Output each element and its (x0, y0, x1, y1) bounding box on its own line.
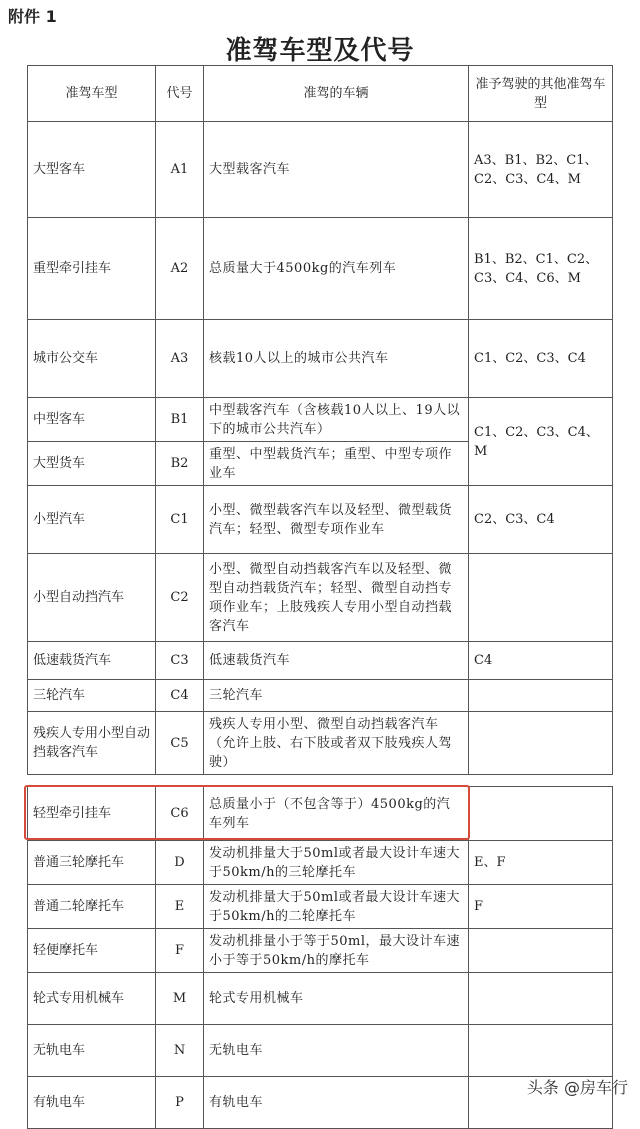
cell-other: E、F (469, 841, 613, 885)
header-code: 代号 (156, 66, 204, 122)
cell-other: A3、B1、B2、C1、C2、C3、C4、M (469, 122, 613, 218)
table-header-row (28, 66, 613, 122)
table-row (28, 841, 613, 885)
table-row (28, 398, 613, 442)
cell-type: 中型客车 (28, 398, 156, 442)
cell-code: B2 (156, 442, 204, 486)
page-title: 准驾车型及代号 (225, 36, 415, 66)
license-class-table (27, 65, 613, 1129)
cell-code: C4 (156, 680, 204, 712)
cell-code: B1 (156, 398, 204, 442)
cell-type: 大型货车 (28, 442, 156, 486)
cell-other (469, 1025, 613, 1077)
cell-code: M (156, 973, 204, 1025)
cell-type: 三轮汽车 (28, 680, 156, 712)
cell-code: A1 (156, 122, 204, 218)
cell-vehicles: 小型、微型自动挡载客汽车以及轻型、微型自动挡载货汽车；轻型、微型自动挡专项作业车；上肢残疾人专用小型自动挡载客汽车 (204, 554, 469, 642)
cell-code: P (156, 1077, 204, 1129)
cell-type: 无轨电车 (28, 1025, 156, 1077)
cell-code: A3 (156, 320, 204, 398)
cell-code: C6 (156, 787, 204, 841)
cell-vehicles: 无轨电车 (204, 1025, 469, 1077)
cell-other (469, 973, 613, 1025)
cell-other (469, 680, 613, 712)
header-other: 准予驾驶的其他准驾车型 (469, 66, 613, 122)
cell-type: 小型汽车 (28, 486, 156, 554)
cell-other (469, 712, 613, 775)
cell-code: D (156, 841, 204, 885)
cell-type: 城市公交车 (28, 320, 156, 398)
cell-type: 重型牵引挂车 (28, 218, 156, 320)
cell-code: E (156, 885, 204, 929)
cell-other (469, 787, 613, 841)
cell-type: 普通二轮摩托车 (28, 885, 156, 929)
cell-type: 有轨电车 (28, 1077, 156, 1129)
header-vehicles: 准驾的车辆 (204, 66, 469, 122)
cell-code: A2 (156, 218, 204, 320)
table-row (28, 712, 613, 775)
cell-vehicles: 三轮汽车 (204, 680, 469, 712)
table-row (28, 885, 613, 929)
cell-vehicles: 总质量小于（不包含等于）4500kg的汽车列车 (204, 787, 469, 841)
highlight-box (24, 785, 470, 840)
cell-vehicles: 残疾人专用小型、微型自动挡载客汽车（允许上肢、右下肢或者双下肢残疾人驾驶） (204, 712, 469, 775)
cell-vehicles: 发动机排量大于50ml或者最大设计车速大于50km/h的三轮摩托车 (204, 841, 469, 885)
table-row (28, 218, 613, 320)
cell-type: 轮式专用机械车 (28, 973, 156, 1025)
header-type: 准驾车型 (28, 66, 156, 122)
cell-vehicles: 核载10人以上的城市公共汽车 (204, 320, 469, 398)
cell-code: C5 (156, 712, 204, 775)
cell-other: C4 (469, 642, 613, 680)
cell-other (469, 929, 613, 973)
cell-type: 小型自动挡汽车 (28, 554, 156, 642)
cell-other: C2、C3、C4 (469, 486, 613, 554)
cell-vehicles: 小型、微型载客汽车以及轻型、微型载货汽车；轻型、微型专项作业车 (204, 486, 469, 554)
cell-other: F (469, 885, 613, 929)
cell-other: B1、B2、C1、C2、C3、C4、C6、M (469, 218, 613, 320)
table-row (28, 320, 613, 398)
table-row (28, 973, 613, 1025)
table-row (28, 554, 613, 642)
cell-vehicles: 大型载客汽车 (204, 122, 469, 218)
cell-other: C1、C2、C3、C4、M (469, 398, 613, 486)
cell-type: 大型客车 (28, 122, 156, 218)
cell-vehicles: 有轨电车 (204, 1077, 469, 1129)
cell-vehicles: 低速载货汽车 (204, 642, 469, 680)
table-row (28, 1077, 613, 1129)
cell-code: F (156, 929, 204, 973)
cell-vehicles: 轮式专用机械车 (204, 973, 469, 1025)
cell-vehicles: 中型载客汽车（含核载10人以上、19人以下的城市公共汽车） (204, 398, 469, 442)
table-row (28, 1025, 613, 1077)
cell-code: N (156, 1025, 204, 1077)
cell-code: C3 (156, 642, 204, 680)
watermark: 头条 @房车行 (526, 1078, 628, 1097)
table-row (28, 929, 613, 973)
table-row (28, 486, 613, 554)
cell-other: C1、C2、C3、C4 (469, 320, 613, 398)
cell-type: 低速载货汽车 (28, 642, 156, 680)
cell-other (469, 554, 613, 642)
cell-type: 轻便摩托车 (28, 929, 156, 973)
cell-vehicles: 发动机排量大于50ml或者最大设计车速大于50km/h的二轮摩托车 (204, 885, 469, 929)
table-row (28, 642, 613, 680)
attachment-label: 附件 1 (8, 7, 57, 26)
table-row (28, 122, 613, 218)
cell-vehicles: 重型、中型载货汽车；重型、中型专项作业车 (204, 442, 469, 486)
table-row (28, 680, 613, 712)
cell-code: C2 (156, 554, 204, 642)
cell-type: 轻型牵引挂车 (28, 787, 156, 841)
cell-code: C1 (156, 486, 204, 554)
cell-type: 残疾人专用小型自动挡载客汽车 (28, 712, 156, 775)
cell-vehicles: 发动机排量小于等于50ml，最大设计车速小于等于50km/h的摩托车 (204, 929, 469, 973)
cell-vehicles: 总质量大于4500kg的汽车列车 (204, 218, 469, 320)
cell-type: 普通三轮摩托车 (28, 841, 156, 885)
